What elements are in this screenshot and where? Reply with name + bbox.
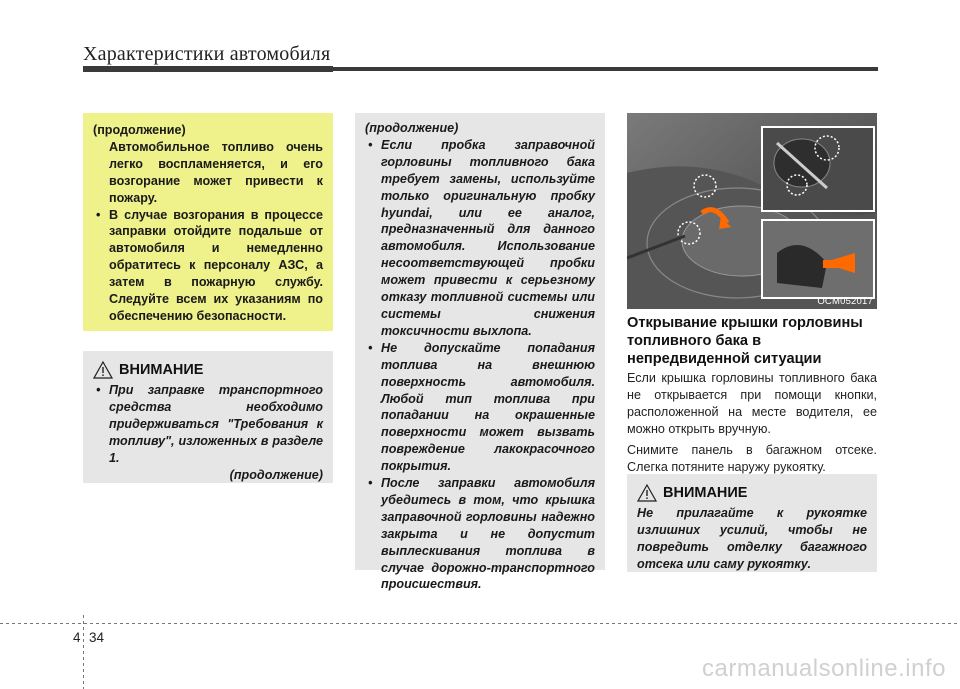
warning-bullet-item xyxy=(93,382,323,467)
caution-bullet-text: В случае возгорания в процессе заправки отойдите подальше от автомобиля и немедленно обратитесь к персоналу АЗС, а затем в пожарную службу. Следуйте всем их указаниям по обеспечению безопасности. xyxy=(109,207,323,323)
warning-box-right xyxy=(627,474,877,572)
footer-vertical-divider xyxy=(83,615,84,689)
bullet: • xyxy=(368,340,373,355)
section-paragraph-1: Если крышка горловины топливного бака не открывается при помощи кнопки, расположенной на месте водителя, ее можно открыть вручную. xyxy=(627,371,877,436)
middle-bullet-item-2 xyxy=(365,340,595,475)
warning-heading xyxy=(93,361,323,379)
watermark: carmanualsonline.info xyxy=(702,655,946,682)
section-body xyxy=(627,370,877,479)
page-header-title: Характеристики автомобиля xyxy=(83,43,331,65)
header-rule-thick xyxy=(83,66,333,72)
warning-title: ВНИМАНИЕ xyxy=(663,485,748,501)
warning-box-left xyxy=(83,351,333,483)
warning-text: Не прилагайте к рукоятке излишних усилий, чтобы не повредить отделку багажного отсека или саму рукоятку. xyxy=(637,506,867,571)
warning-heading xyxy=(637,484,867,502)
caution-cont-label: (продолжение) xyxy=(93,123,186,137)
warning-text: При заправке транспортного средства необходимо придерживаться "Требования к топливу", изложенных в разделе 1. xyxy=(109,383,323,465)
bullet: • xyxy=(96,207,101,222)
middle-bullet-item-1 xyxy=(365,137,595,340)
warning-title: ВНИМАНИЕ xyxy=(119,362,204,378)
section-title: Открывание крышки горловины топливного бака в непредвиденной ситуации xyxy=(627,315,863,367)
fuel-door-illustration xyxy=(627,113,877,309)
caution-box-yellow xyxy=(83,113,333,331)
bullet: • xyxy=(368,476,373,491)
warning-cont-label: (продолжение) xyxy=(229,467,323,482)
bullet: • xyxy=(368,137,373,152)
fuel-door-photo xyxy=(627,113,877,309)
warning-triangle-icon xyxy=(93,361,113,379)
caution-bullet-item xyxy=(93,207,323,325)
bullet: • xyxy=(96,383,101,397)
middle-bullet-item-3 xyxy=(365,475,595,593)
figure-caption: OCM052017 xyxy=(817,296,873,307)
chapter-number: 4 xyxy=(73,630,81,645)
middle-bullet-text-3: После заправки автомобиля убедитесь в том, что крышка заправочной горловины надежно закрыта и не допустит выплескивания топлива в случае дорожно-транспортного происшествия. xyxy=(381,476,595,592)
caution-para: Автомобильное топливо очень легко воспламеняется, и его возгорание может привести к пожару. xyxy=(109,139,323,205)
warning-triangle-icon xyxy=(637,484,657,502)
middle-bullet-text-2: Не допускайте попадания топлива на внешнюю поверхность автомобиля. Любой тип топлива при попадании на окрашенные поверхности может вызвать повреждение лакокрасочного покрытия. xyxy=(381,340,595,474)
middle-bullet-text-1: Если пробка заправочной горловины топливного бака требует замены, используйте только оригинальную пробку hyundai, или ее аналог, предназначенный для данного автомобиля. Использование несоответствующей пробки может привести к серьезному отказу топливной системы или системы снижения токсичности выхлопа. xyxy=(381,137,595,338)
middle-cont-label: (продолжение) xyxy=(365,121,459,135)
footer-divider xyxy=(0,623,960,624)
page-number: 34 xyxy=(89,630,105,645)
caution-box-middle xyxy=(355,113,605,592)
section-paragraph-2: Снимите панель в багажном отсеке. Слегка потяните наружу рукоятку. xyxy=(627,442,877,474)
